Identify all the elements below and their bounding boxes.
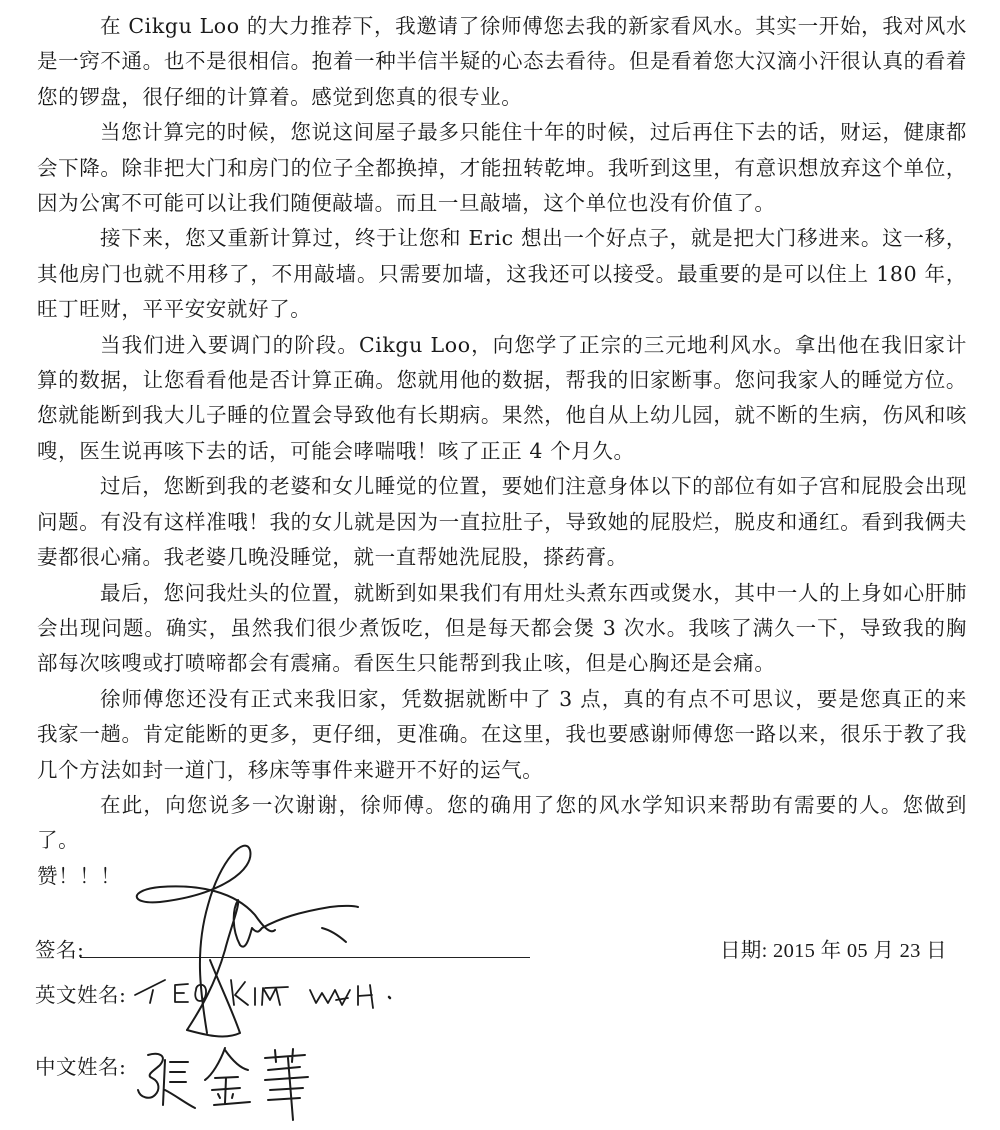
paragraph-2: 当您计算完的时候，您说这间屋子最多只能住十年的时候，过后再住下去的话，财运，健康都会下降。除非把大门和房门的位子全都换掉，才能扭转乾坤。我听到这里，有意识想放弃这个单位，因为公寓不可能可以让我们随便敲墙。而且一旦敲墙，这个单位也没有价值了。 — [37, 120, 967, 216]
closing-exclamation: 赞！！！ — [37, 863, 122, 888]
handwritten-english-name — [135, 980, 390, 1008]
paragraph-4: 当我们进入要调门的阶段。Cikgu Loo，向您学了正宗的三元地利风水。拿出他在我旧家计算的数据，让您看看他是否计算正确。您就用他的数据，帮我的旧家断事。您问我家人的睡觉方位。您就能断到我大儿子睡的位置会导致他有长期病。果然，他自从上幼儿园，就不断的生病，伤风和咳嗖，医生说再咳下去的话，可能会哮喘哦！咳了正正 4 个月久。 — [37, 332, 967, 463]
paragraph-8: 在此，向您说多一次谢谢，徐师傅。您的确用了您的风水学知识来帮助有需要的人。您做到了。 — [37, 792, 967, 853]
signature-label: 签名: — [35, 938, 85, 962]
paragraph-7: 徐师傅您还没有正式来我旧家，凭数据就断中了 3 点，真的有点不可思议，要是您真正的来我家一趟。肯定能断的更多，更仔细，更准确。在这里，我也要感谢师傅您一路以来，很乐于教了我几个方法如封一道门，移床等事件来避开不好的运气。 — [37, 686, 967, 782]
letter-body — [37, 9, 967, 894]
paragraph-5: 过后，您断到我的老婆和女儿睡觉的位置，要她们注意身体以下的部位有如子宫和屁股会出现问题。有没有这样准哦！我的女儿就是因为一直拉肚子，导致她的屁股烂，脱皮和通红。看到我俩夫妻都很心痛。我老婆几晚没睡觉，就一直帮她洗屁股，搽药膏。 — [37, 474, 967, 570]
english-name-label: 英文姓名: — [35, 983, 127, 1007]
paragraph-1: 在 Cikgu Loo 的大力推荐下，我邀请了徐师傅您去我的新家看风水。其实一开始，我对风水是一窍不通。也不是很相信。抱着一种半信半疑的心态去看待。但是看着您大汉滴小汗很认真的看着您的锣盘，很仔细的计算着。感觉到您真的很专业。 — [37, 14, 967, 109]
paragraph-6: 最后，您问我灶头的位置，就断到如果我们有用灶头煮东西或煲水，其中一人的上身如心肝肺会出现问题。确实，虽然我们很少煮饭吃，但是每天都会煲 3 次水。我咳了满久一下，导致我的胸部每次咳嗖或打喷啼都会有震痛。看医生只能帮到我止咳，但是心胸还是会痛。 — [37, 580, 967, 676]
paragraph-3: 接下来，您又重新计算过，终于让您和 Eric 想出一个好点子，就是把大门移进来。这一移，其他房门也就不用移了，不用敲墙。只需要加墙，这我还可以接受。最重要的是可以住上 180 年，旺丁旺财，平平安安就好了。 — [37, 226, 967, 322]
signature-line — [80, 957, 530, 958]
date-field: 日期: 2015 年 05 月 23 日 — [720, 940, 947, 962]
chinese-name-label: 中文姓名: — [35, 1055, 127, 1079]
handwritten-chinese-name — [138, 1048, 308, 1120]
